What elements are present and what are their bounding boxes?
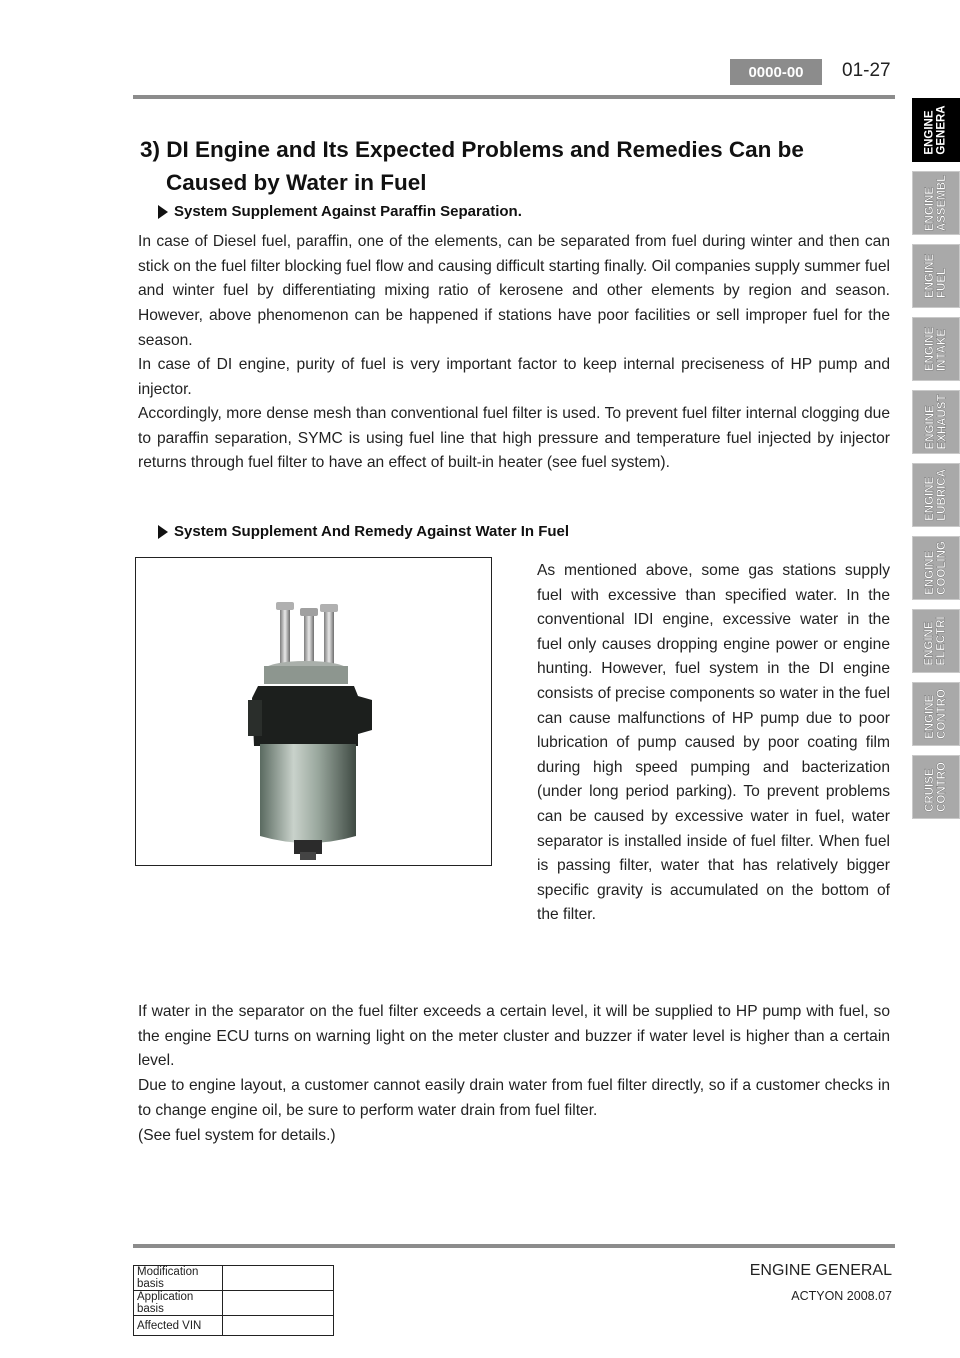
fuel-filter-illustration — [136, 558, 491, 865]
bullet-triangle-icon — [158, 205, 168, 219]
footer-rule — [133, 1244, 895, 1248]
tab-engine-general[interactable]: ENGINE GENERA — [912, 98, 960, 162]
application-basis-value — [223, 1291, 334, 1316]
tab-engine-intake[interactable]: ENGINE INTAKE — [912, 317, 960, 381]
tab-cruise-control[interactable]: CRUISE CONTRO — [912, 755, 960, 819]
paragraph-water-separator: As mentioned above, some gas stations supply fuel with excessive than specified water. In the conventional IDI engine, excessive water in the fuel only causes dropping engine power or engine hunting. However, fuel system in the DI engine consists of precise components so water in the fuel can cause malfunctions of HP pump due to poor lubrication of pump caused by poor coating film during high speed pumping and bacterization (under long period parking). To prevent problems can be caused by excessive water in fuel, water separator is installed inside of fuel filter. When fuel is passing filter, water that has relatively bigger specific gravity is accumulated on the bottom of the filter. — [537, 562, 890, 924]
tab-engine-fuel[interactable]: ENGINE FUEL — [912, 244, 960, 308]
table-row — [134, 1291, 334, 1316]
section-title-line1: 3) DI Engine and Its Expected Problems and Remedies Can be — [140, 137, 804, 162]
modification-table — [133, 1265, 334, 1336]
paragraph-fuel-purity: In case of DI engine, purity of fuel is very important factor to keep internal preciseness of HP pump and injector. — [138, 356, 890, 398]
footer-chapter-title: ENGINE GENERAL — [749, 1262, 892, 1279]
paragraph-warning-light: If water in the separator on the fuel filter exceeds a certain level, it will be supplied to HP pump with fuel, so the engine ECU turns on warning light on the meter cluster and buzzer if water level is higher than a certain level. — [138, 1003, 890, 1070]
paragraph-paraffin-intro: In case of Diesel fuel, paraffin, one of the elements, can be separated from fuel during winter and then can stick on the fuel filter blocking fuel flow and causing difficult starting finally. Oil companies supply summer fuel and winter fuel by differentiating mixing ratio of kerosene and other elements by region and season. However, above phenomenon can be happened if stations have poor facilities or sell improper fuel for the season. — [138, 233, 890, 349]
tab-engine-control[interactable]: ENGINE CONTRO — [912, 682, 960, 746]
tab-engine-exhaust[interactable]: ENGINE EXHAUST — [912, 390, 960, 454]
section-title-line2: Caused by Water in Fuel — [166, 170, 427, 195]
tab-engine-electrical[interactable]: ENGINE ELECTRI — [912, 609, 960, 673]
fuel-filter-figure — [135, 557, 492, 866]
paragraph-water-drain: Due to engine layout, a customer cannot easily drain water from fuel filter directly, so if a customer checks in to change engine oil, be sure to perform water drain from fuel filter. — [138, 1077, 890, 1119]
affected-vin-value — [223, 1316, 334, 1336]
modification-basis-value — [223, 1266, 334, 1291]
modification-basis-label: Modification basis — [134, 1266, 223, 1291]
tab-engine-lubrication[interactable]: ENGINE LUBRICA — [912, 463, 960, 527]
subheading-water: System Supplement And Remedy Against Water In Fuel — [158, 523, 569, 540]
header-rule — [133, 95, 895, 99]
section-code-badge: 0000-00 — [730, 59, 822, 85]
affected-vin-label: Affected VIN — [134, 1316, 223, 1336]
table-row — [134, 1316, 334, 1336]
bullet-triangle-icon — [158, 525, 168, 539]
application-basis-label: Application basis — [134, 1291, 223, 1316]
page-number: 01-27 — [842, 60, 891, 81]
table-row — [134, 1266, 334, 1291]
paragraph-mesh-heater: Accordingly, more dense mesh than conventional fuel filter is used. To prevent fuel filter internal clogging due to paraffin separation, SYMC is using fuel line that high pressure and temperature fuel injected by injector returns through fuel filter to have an effect of built-in heater (see fuel system). — [138, 405, 890, 472]
tab-engine-cooling[interactable]: ENGINE COOLING — [912, 536, 960, 600]
subheading-paraffin: System Supplement Against Paraffin Separation. — [158, 203, 522, 220]
section-title — [140, 133, 900, 199]
tab-engine-assembly[interactable]: ENGINE ASSEMBL — [912, 171, 960, 235]
footer-model: ACTYON 2008.07 — [791, 1289, 892, 1303]
paragraph-see-fuel-system: (See fuel system for details.) — [138, 1127, 336, 1144]
